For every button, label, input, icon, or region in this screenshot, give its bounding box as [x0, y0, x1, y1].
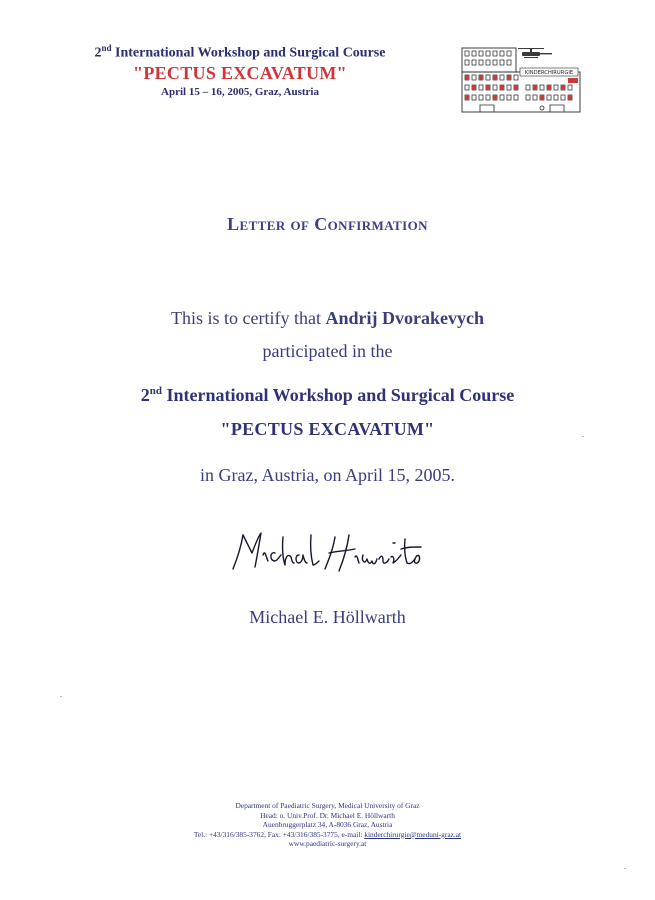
scan-speck	[60, 696, 62, 697]
letterhead-event-name	[70, 43, 410, 62]
course-name-text: International Workshop and Surgical Course	[162, 385, 515, 405]
signer-name: Michael E. Höllwarth	[249, 607, 406, 627]
footer-website-link[interactable]: www.paediatric-surgery.at	[288, 839, 367, 849]
course-ordinal-number: 2	[140, 385, 150, 405]
participated-text: participated in the	[262, 341, 393, 361]
scan-speck	[624, 868, 626, 869]
scan-speck	[582, 436, 584, 437]
course-ordinal-suffix: nd	[149, 385, 162, 397]
logo-banner-text: KINDERCHIRURGIE	[524, 70, 574, 76]
letterhead-dates-location: April 15 – 16, 2005, Graz, Austria	[161, 85, 319, 98]
footer-head: Head: o. Univ.Prof. Dr. Michael E. Höllwarth	[260, 810, 395, 820]
letterhead-event-title: "PECTUS EXCAVATUM"	[133, 62, 347, 83]
footer-address	[0, 801, 655, 849]
handwritten-signature	[225, 525, 425, 577]
letterhead	[70, 43, 410, 98]
letterhead-ordinal-suffix: nd	[101, 43, 112, 53]
place-date: in Graz, Austria, on April 15, 2005.	[200, 465, 455, 485]
letterhead-event-name-text: International Workshop and Surgical Course	[111, 45, 386, 61]
footer-department: Department of Paediatric Surgery, Medical University of Graz	[235, 801, 420, 810]
letterhead-ordinal-number: 2	[94, 45, 102, 61]
certify-statement	[0, 308, 655, 329]
participant-name: Andrij Dvorakevych	[325, 308, 484, 328]
letter-title: Letter of Confirmation	[227, 214, 428, 234]
course-title: "PECTUS EXCAVATUM"	[220, 419, 435, 439]
hospital-logo	[460, 42, 582, 114]
footer-address-line: Auenbruggerplatz 34, A-8036 Graz, Austria	[262, 820, 393, 830]
course-name	[0, 385, 655, 406]
certify-prefix: This is to certify that	[171, 308, 326, 328]
footer-email-link[interactable]: kinderchirurgie@meduni-graz.at	[364, 829, 462, 839]
footer-contact-prefix: Tel.: +43/316/385-3762, Fax: +43/316/385-3775, e-mail:	[193, 829, 365, 839]
footer-contact	[0, 830, 655, 840]
